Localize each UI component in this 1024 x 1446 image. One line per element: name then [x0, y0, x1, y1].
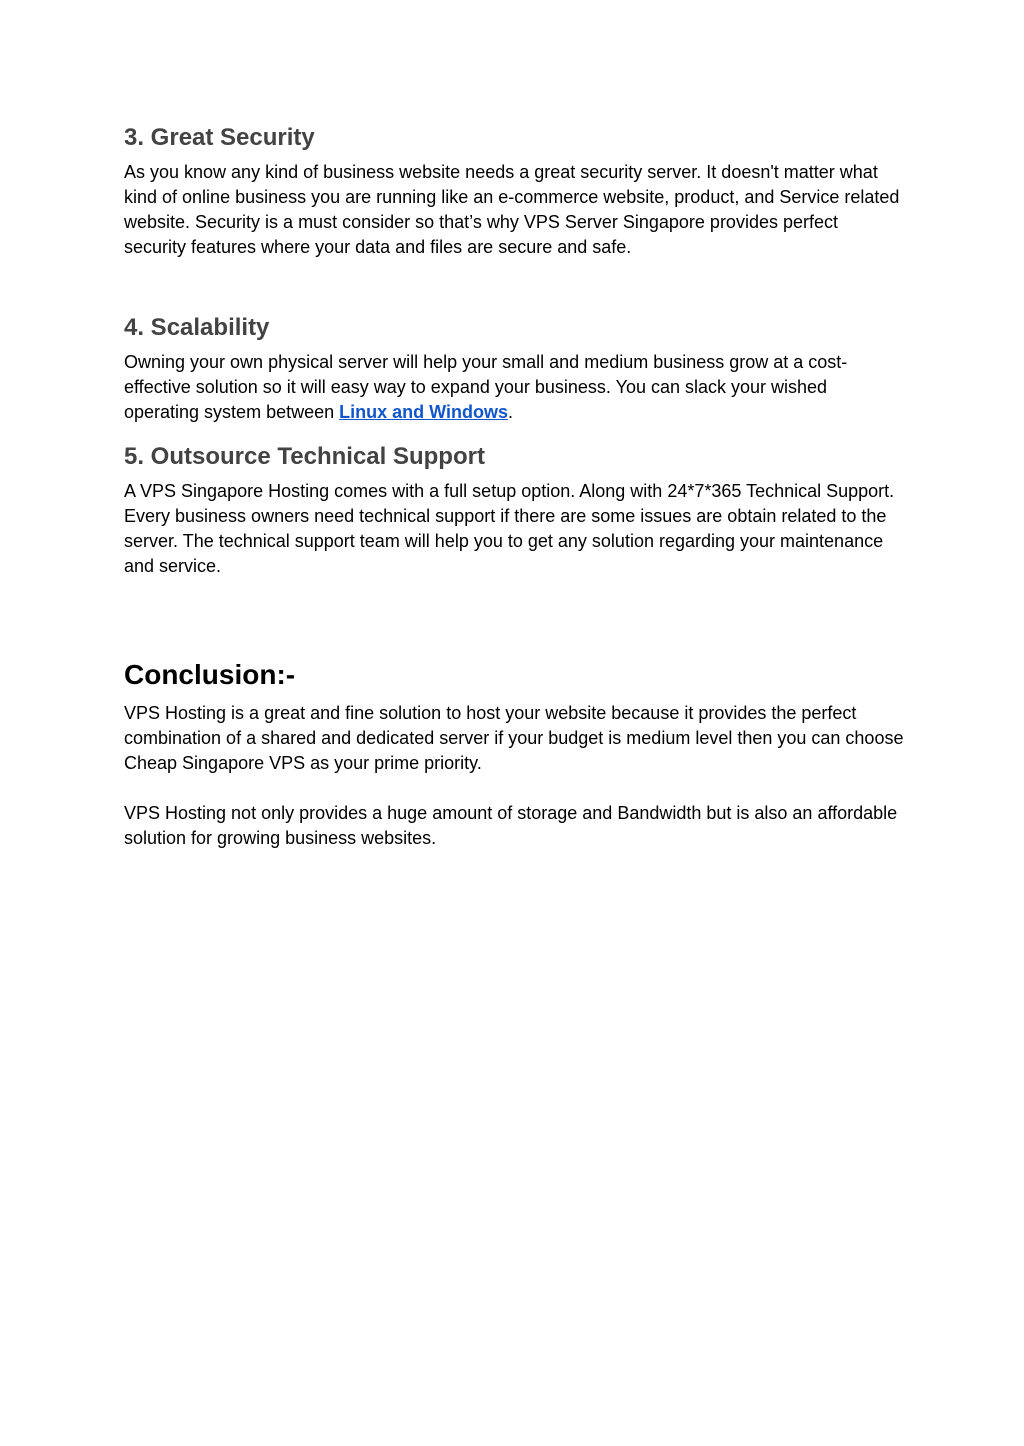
heading-great-security: 3. Great Security — [124, 124, 315, 151]
paragraph-great-security: As you know any kind of business website needs a great security server. It doesn't matter what kind of online business you are running like an e-commerce website, product, and Service related website. Security is a must consider so that’s why VPS Server Singapore provides perfect security features where your data and files are secure and safe. — [124, 162, 900, 257]
conclusion-heading: Conclusion:- — [124, 659, 296, 690]
conclusion-paragraph-1: VPS Hosting is a great and fine solution to host your website because it provides the perfect combination of a shared and dedicated server if your budget is medium level then you can choose Cheap Singapore VPS as your prime priority. — [124, 703, 904, 773]
linux-and-windows-link[interactable]: Linux and Windows — [339, 402, 508, 422]
paragraph-scalability — [124, 350, 904, 425]
document-page — [124, 122, 904, 851]
heading-outsource-technical-support: 5. Outsource Technical Support — [124, 443, 485, 470]
heading-scalability: 4. Scalability — [124, 314, 270, 341]
scalability-text-end: . — [507, 402, 513, 422]
paragraph-outsource-technical-support: A VPS Singapore Hosting comes with a full setup option. Along with 24*7*365 Technical Support. Every business owners need technical support if there are some issues are obtain related to the server. The technical support team will help you to get any solution regarding your maintenance and service. — [124, 481, 895, 576]
scalability-text: Owning your own physical server will help your small and medium business grow at a cost-effective solution so it will easy way to expand your business. You can slack your wished operating system between — [124, 352, 848, 422]
conclusion-paragraph-2: VPS Hosting not only provides a huge amount of storage and Bandwidth but is also an affordable solution for growing business websites. — [124, 803, 898, 848]
